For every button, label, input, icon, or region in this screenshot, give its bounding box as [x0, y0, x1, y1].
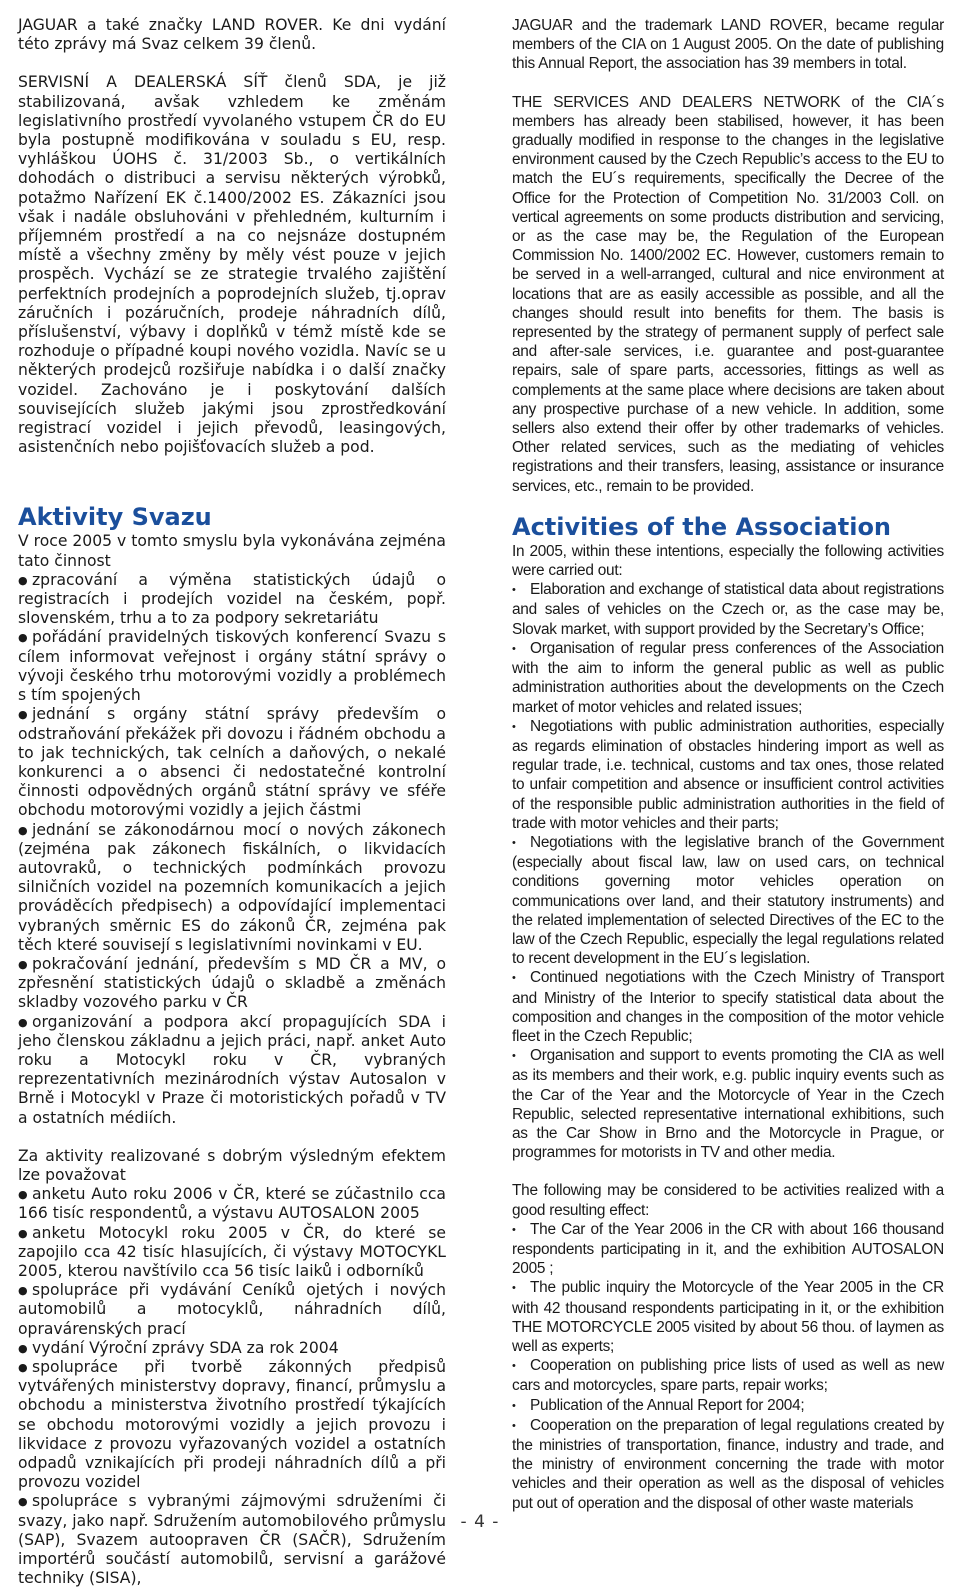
list-item: • Organisation of regular press conferences of the Association with the aim to inform the general public as well as public administration authorities about the developments on the Czech market of motor vehicles and related issues; — [512, 639, 944, 716]
list-item: • Negotiations with the legislative branch of the Government (especially about fiscal law, law on used cars, on technical conditions governing motor vehicles operation on communications over land, and their statutory instruments) and the related implementation of selected Directives of the EC to the law of the Czech Republic, especially the legal regulations related to recent development in the EU´s legislation. — [512, 833, 944, 968]
list-item: • The public inquiry the Motorcycle of the Year 2005 in the CR with 42 thousand respondents participating in it, or the exhibition THE MOTORCYCLE 2005 visited by about 56 thou. of laymen as well as experts; — [512, 1279, 944, 1355]
bullet-icon: • — [512, 642, 516, 655]
bullet-icon: ● — [18, 1495, 28, 1509]
bullet-icon: ● — [18, 1341, 28, 1355]
intro-paragraph: JAGUAR a také značky LAND ROVER. Ke dni vydání této zprávy má Svaz celkem 39 členů. — [18, 16, 446, 54]
list-item: • Elaboration and exchange of statistical data about registrations and sales of vehicles on the Czech or, as the case may be, Slovak market, with support provided by the Secretary’s Office; — [512, 581, 944, 638]
bullet-icon: • — [512, 1050, 516, 1063]
list-item: • Publication of the Annual Report for 2004; — [512, 1396, 944, 1416]
bullet-icon: ● — [18, 1015, 28, 1029]
bullet-icon: • — [512, 1282, 516, 1295]
english-column — [512, 16, 944, 1513]
intro-paragraph: JAGUAR and the trademark LAND ROVER, became regular members of the CIA on 1 August 2005. On the date of publishing this Annual Report, the association has 39 members in total. — [512, 17, 944, 73]
list-item: ● pokračování jednání, především s MD ČR a MV, o zpřesnění statistických údajů o skladbě a změnách skladby vozového parku v ČR — [18, 954, 446, 1012]
list-item: ● zpracování a výměna statistických údajů o registracích i prodejích vozidel na českém, popř. slovenském, trhu a to za podpory sekretariátu — [18, 570, 446, 628]
bullet-icon: • — [512, 1399, 516, 1412]
list-item: • Cooperation on publishing price lists of used as well as new cars and motorcycles, spare parts, repair works; — [512, 1357, 944, 1395]
results-intro: The following may be considered to be activities realized with a good resulting effect: — [512, 1182, 944, 1219]
bullet-icon: • — [512, 720, 516, 733]
section-heading: Aktivity Svazu — [18, 503, 212, 532]
list-item: ● vydání Výroční zprávy SDA za rok 2004 — [18, 1338, 339, 1357]
list-item: ● pořádání pravidelných tiskových konferencí Svazu s cílem informovat veřejnost i orgány státní správy o vývoji českého trhu motorovými vozidly a problémech s tím spojených — [18, 628, 446, 705]
activities-list — [18, 571, 446, 1128]
dealers-paragraph: SERVISNÍ A DEALERSKÁ SÍŤ členů SDA, je již stabilizovaná, avšak vzhledem ke změnám legislativního prostředí vyvolaného vstupem ČR do EU byla postupně modifikována v souladu s EU, resp. vyhláškou ÚOHS č. 31/2003 Sb., o vertikálních dohodách o distribuci a servisu některých výrobků, potažmo Nařízení EK č.1400/2002 ES. Zákazníci jsou však i nadále obsluhováni v přehledném, kulturním i příjemném prostředí a na co nejsnáze dostupném místě a všechny změny by měly vést pouze v jejich prospěch. Vychází se ze strategie trvalého zajištění perfektních prodejních a poprodejních služeb, tj.oprav záručních i pozáručních, prodeje náhradních dílů, příslušenství, výbavy i doplňků v témž místě kde se rozhoduje o případné koupi nového vozidla. Navíc se u některých prodejců rozšiřuje nabídka i o další značky vozidel. Zachováno je i poskytování dalších souvisejících služeb jakými jsou zprostředkování registrací vozidel i jejich převodů, leasingových, asistenčních nebo pojišťovacích služeb a pod. — [18, 73, 446, 457]
bullet-icon: ● — [18, 957, 28, 971]
list-item: • Continued negotiations with the Czech Ministry of Transport and Ministry of the Interior to specify statistical data about the composition and changes in the composition of the motor vehicle fleet in the Czech Republic; — [512, 969, 944, 1045]
list-item: ● jednání s orgány státní správy především o odstraňování překážek při dovozu i řádném obchodu a to jak technických, tak celních a daňových, o nekalé konkurenci a o absenci či nedostatečné kontrolní činnosti odpovědných orgánů státní správy ve sféře obchodu motorovými vozidly a jejich částmi — [18, 705, 446, 820]
page-number: - 4 - — [460, 1512, 500, 1532]
section-heading: Activities of the Association — [512, 512, 892, 541]
list-item: • Negotiations with public administration authorities, especially as regards elimination of obstacles hindering import as well as regular trade, i.e. technical, customs and tax ones, those related to unfair competition and absence or insufficient control activities of the responsible public administration authorities in the field of trade with motor vehicles and their parts; — [512, 717, 944, 832]
bullet-icon: ● — [18, 631, 28, 645]
bullet-icon: ● — [18, 1188, 28, 1202]
activities-list — [512, 580, 944, 1162]
list-item: ● jednání se zákonodárnou mocí o nových zákonech (zejména pak zákonech fiskálních, o likvidacích autovraků, o technických podmínkách provozu silničních vozidel na pozemních komunikacích a jejich prováděcích předpisech) a odpovídající implementaci vybraných směrnic ES do zákonů ČR, zejména pak těch které souvisejí s legislativními novinkami v EU. — [18, 820, 446, 954]
bullet-icon: • — [512, 1223, 516, 1236]
list-item: • The Car of the Year 2006 in the CR with about 166 thousand respondents participating in it, and the exhibition AUTOSALON 2005 ; — [512, 1220, 944, 1278]
bullet-icon: ● — [18, 573, 28, 587]
bullet-icon: ● — [18, 1226, 28, 1240]
bullet-icon: ● — [18, 708, 28, 722]
bullet-icon: ● — [18, 1361, 28, 1374]
list-item: ● organizování a podpora akcí propagujících SDA i jeho členskou základnu a jejich práci, např. anket Auto roku a Motocykl roku v ČR, vybraných reprezentativních mezinárodních výstav Autosalon v Brně i Motocykl v Praze či motoristických pořadů v TV a ostatních médiích. — [18, 1012, 446, 1127]
list-item: • Organisation and support to events promoting the CIA as well as its members and their work, e.g. public inquiry events such as the Car of the Year and the Motorcycle of Year in the Czech Republic, selected representative international exhibitions, such as the Car Show in Brno and the Motorcycle in Prague, or programmes for motorists in TV and other media. — [512, 1047, 944, 1162]
list-item: ● anketu Auto roku 2006 v ČR, které se zúčastnilo cca 166 tisíc respondentů, a výstavu AUTOSALON 2005 — [18, 1185, 446, 1223]
results-intro: Za aktivity realizované s dobrým výsledným efektem lze považovat — [18, 1146, 446, 1184]
bullet-icon: ● — [18, 1284, 28, 1298]
list-item: ● spolupráce při vydávání Ceníků ojetých i nových automobilů a motocyklů, náhradních dílů, opravárenských prací — [18, 1281, 446, 1338]
czech-column — [18, 16, 446, 1588]
bullet-icon: • — [512, 1419, 516, 1432]
bullet-icon: ● — [18, 823, 28, 837]
list-item: ● anketu Motocykl roku 2005 v ČR, do které se zapojilo cca 42 tisíc hlasujících, či výstavy MOTOCYKL 2005, kterou navštívilo cca 56 tisíc laiků i odborníků — [18, 1223, 446, 1280]
list-item: ● spolupráce s vybranými zájmovými sdruženími či svazy, jako např. Sdružením automobilového průmyslu (SAP), Svazem autoopraven ČR (SAČR), Sdružením importérů součástí automobilů, servisní a garážové techniky (SISA), — [18, 1492, 446, 1588]
bullet-icon: • — [512, 584, 516, 597]
activities-intro: V roce 2005 v tomto smyslu byla vykonávána zejména tato činnost — [18, 532, 446, 570]
bullet-icon: • — [512, 1360, 516, 1373]
dealers-paragraph: THE SERVICES AND DEALERS NETWORK of the CIA´s members has already been stabilised, however, it has been gradually modified in response to the changes in the legislative environment caused by the Czech Republic’s access to the EU to match the EU´s requirements, specifically the Decree of the Office for the Protection of Competition No. 31/2003 Coll. on vertical agreements on some products distribution and servicing, or as the case may be, the Regulation of the European Commission No. 1400/2002 EC. However, customers remain to be served in a well-arranged, cultural and nice environment at locations that are as easily accessible as possible, and all the changes should result into benefits for them. The basis is represented by the strategy of permanent supply of perfect sale and after-sale services, i.e. guarantee and post-guarantee repairs, sale of spare parts, accessories, fittings as well as complements at the same place where decisions are taken about any prospective purchase of a new vehicle. In addition, some sellers also extend their offer by other trademarks of vehicles. Other related services, such as the mediating of vehicles registrations and their transfers, leasing, assistance or insurance services, etc., remain to be provided. — [512, 93, 944, 495]
activities-intro: In 2005, within these intentions, especially the following activities were carried out: — [512, 542, 944, 580]
list-item: ● spolupráce při tvorbě zákonných předpisů vytvářených ministerstvy dopravy, financí, průmyslu a obchodu a ministerstva životního prostředí týkajících se obchodu motorovými vozidly a jejich provozu i likvidace z provozu vyřazovaných vozidel a ostatních odpadů vznikajících při prodeji náhradních dílů a při provozu vozidel — [18, 1358, 446, 1492]
list-item: • Cooperation on the preparation of legal regulations created by the ministries of transportation, finance, industry and trade, and the ministry of environment concerning the trade with motor vehicles and their operation as well as the disposal of vehicles put out of operation and the disposal of other waste materials — [512, 1416, 944, 1512]
bullet-icon: • — [512, 972, 516, 985]
results-list — [512, 1220, 944, 1513]
bullet-icon: • — [512, 836, 516, 849]
